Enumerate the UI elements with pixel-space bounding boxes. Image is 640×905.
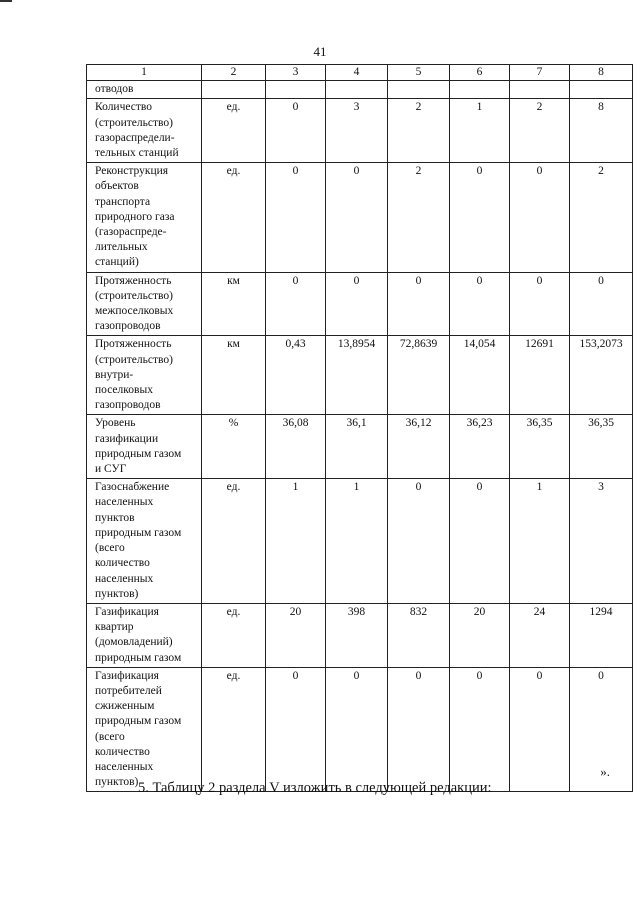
value-cell: 1 bbox=[326, 479, 388, 604]
indicator-name-line: населенных bbox=[95, 572, 154, 585]
indicator-name-line: Протяженность bbox=[95, 274, 172, 287]
indicator-name-line: количество bbox=[95, 557, 150, 570]
indicator-name-line: (газораспреде- bbox=[95, 226, 167, 239]
unit-cell: ед. bbox=[202, 163, 266, 272]
column-header-1: 1 bbox=[87, 65, 202, 81]
indicator-name-line: природного газа bbox=[95, 210, 175, 223]
indicator-name-line: природным газом bbox=[95, 651, 182, 664]
value-cell: 13,8954 bbox=[326, 336, 388, 415]
value-cell: 3 bbox=[326, 99, 388, 163]
value-cell: 0 bbox=[266, 272, 326, 336]
value-cell: 153,2073 bbox=[570, 336, 633, 415]
indicator-name-line: пунктов) bbox=[95, 587, 139, 600]
value-cell: 2 bbox=[388, 163, 450, 272]
indicator-name-line: (всего bbox=[95, 730, 125, 743]
value-cell: 3 bbox=[570, 479, 633, 604]
indicator-name-line: потребителей bbox=[95, 684, 162, 697]
value-cell: 8 bbox=[570, 99, 633, 163]
indicator-name-cell bbox=[87, 603, 202, 667]
indicator-name-line: (домовладений) bbox=[95, 636, 173, 649]
closing-quote-mark: ». bbox=[600, 764, 610, 779]
indicator-name-cell bbox=[87, 163, 202, 272]
indicator-name-cell bbox=[87, 81, 202, 99]
value-cell: 398 bbox=[326, 603, 388, 667]
value-cell: 0 bbox=[570, 667, 633, 792]
indicator-name-line: (всего bbox=[95, 542, 125, 555]
scan-edge-mark bbox=[0, 0, 12, 2]
unit-cell: ед. bbox=[202, 479, 266, 604]
indicator-name-cell bbox=[87, 336, 202, 415]
unit-cell: км bbox=[202, 272, 266, 336]
value-cell: 832 bbox=[388, 603, 450, 667]
value-cell: 0 bbox=[326, 272, 388, 336]
unit-cell: ед. bbox=[202, 667, 266, 792]
value-cell: 12691 bbox=[510, 336, 570, 415]
value-cell: 1 bbox=[266, 479, 326, 604]
value-cell: 72,8639 bbox=[388, 336, 450, 415]
value-cell: 0 bbox=[570, 272, 633, 336]
value-cell: 2 bbox=[510, 99, 570, 163]
indicator-name-line: квартир bbox=[95, 621, 134, 634]
indicator-name-line: природным газом bbox=[95, 526, 182, 539]
indicator-name-line: пунктов bbox=[95, 511, 135, 524]
value-cell: 1 bbox=[450, 99, 510, 163]
table-row bbox=[87, 479, 633, 604]
column-header-4: 4 bbox=[326, 65, 388, 81]
column-header-7: 7 bbox=[510, 65, 570, 81]
table-row bbox=[87, 336, 633, 415]
indicator-name-line: (строительство) bbox=[95, 353, 173, 366]
value-cell: 0 bbox=[388, 479, 450, 604]
indicator-name-line: Газоснабжение bbox=[95, 481, 170, 494]
indicator-name-cell bbox=[87, 415, 202, 479]
value-cell: 0 bbox=[266, 163, 326, 272]
value-cell: 0 bbox=[326, 667, 388, 792]
indicator-name-line: тельных станций bbox=[95, 147, 179, 160]
value-cell: 0,43 bbox=[266, 336, 326, 415]
indicator-name-line: Уровень bbox=[95, 417, 136, 430]
value-cell: 1294 bbox=[570, 603, 633, 667]
value-cell: 2 bbox=[570, 163, 633, 272]
indicator-name-line: населенных bbox=[95, 496, 154, 509]
value-cell bbox=[326, 81, 388, 99]
page-number: 41 bbox=[313, 44, 327, 59]
indicator-name-line: природным газом bbox=[95, 715, 182, 728]
indicator-name-cell bbox=[87, 272, 202, 336]
value-cell: 0 bbox=[450, 479, 510, 604]
indicator-name-line: Протяженность bbox=[95, 338, 172, 351]
table-row bbox=[87, 667, 633, 792]
value-cell: 36,35 bbox=[570, 415, 633, 479]
value-cell: 0 bbox=[266, 99, 326, 163]
value-cell: 36,12 bbox=[388, 415, 450, 479]
column-header-8: 8 bbox=[570, 65, 633, 81]
value-cell bbox=[388, 81, 450, 99]
indicator-name-line: объектов bbox=[95, 180, 139, 193]
header-row bbox=[87, 65, 633, 81]
column-header-5: 5 bbox=[388, 65, 450, 81]
indicator-name-line: газификации bbox=[95, 432, 159, 445]
indicator-name-cell bbox=[87, 99, 202, 163]
table-body bbox=[87, 81, 633, 792]
indicator-name-line: Газификация bbox=[95, 605, 159, 618]
indicator-name-line: транспорта bbox=[95, 195, 151, 208]
indicator-name-line: газопроводов bbox=[95, 320, 161, 333]
column-header-2: 2 bbox=[202, 65, 266, 81]
indicator-name-line: поселковых bbox=[95, 384, 153, 397]
value-cell: 0 bbox=[326, 163, 388, 272]
indicator-name-line: газораспредели- bbox=[95, 131, 175, 144]
indicator-name-line: внутри- bbox=[95, 368, 134, 381]
value-cell bbox=[510, 81, 570, 99]
indicator-name-line: (строительство) bbox=[95, 289, 173, 302]
unit-cell: ед. bbox=[202, 603, 266, 667]
value-cell: 0 bbox=[450, 272, 510, 336]
value-cell: 36,1 bbox=[326, 415, 388, 479]
value-cell: 36,35 bbox=[510, 415, 570, 479]
value-cell: 0 bbox=[450, 667, 510, 792]
table-row bbox=[87, 163, 633, 272]
unit-cell: % bbox=[202, 415, 266, 479]
indicator-name-line: (строительство) bbox=[95, 116, 173, 129]
indicator-name-line: станций) bbox=[95, 256, 139, 269]
value-cell: 20 bbox=[450, 603, 510, 667]
value-cell: 0 bbox=[510, 272, 570, 336]
value-cell: 0 bbox=[266, 667, 326, 792]
value-cell: 20 bbox=[266, 603, 326, 667]
table-row bbox=[87, 81, 633, 99]
indicator-name-line: лительных bbox=[95, 241, 148, 254]
instruction-text: 5. Таблицу 2 раздела V изложить в следующей редакции: bbox=[138, 780, 492, 796]
indicator-name-line: количество bbox=[95, 745, 150, 758]
unit-cell: км bbox=[202, 336, 266, 415]
indicator-name-cell bbox=[87, 667, 202, 792]
indicator-name-line: межпоселковых bbox=[95, 305, 174, 318]
indicator-name-line: газопроводов bbox=[95, 399, 161, 412]
indicator-name-line: населенных bbox=[95, 760, 154, 773]
value-cell: 1 bbox=[510, 479, 570, 604]
indicator-name-cell bbox=[87, 479, 202, 604]
indicator-name-line: и СУГ bbox=[95, 463, 127, 476]
value-cell: 0 bbox=[450, 163, 510, 272]
indicator-name-line: природным газом bbox=[95, 447, 182, 460]
column-header-6: 6 bbox=[450, 65, 510, 81]
unit-cell: ед. bbox=[202, 99, 266, 163]
indicator-name-line: Газификация bbox=[95, 669, 159, 682]
value-cell bbox=[570, 81, 633, 99]
table-row bbox=[87, 603, 633, 667]
value-cell: 0 bbox=[510, 667, 570, 792]
value-cell: 0 bbox=[388, 667, 450, 792]
indicator-name-line: сжиженным bbox=[95, 700, 155, 713]
value-cell: 36,08 bbox=[266, 415, 326, 479]
data-table bbox=[86, 64, 633, 792]
value-cell: 24 bbox=[510, 603, 570, 667]
value-cell: 2 bbox=[388, 99, 450, 163]
table-row bbox=[87, 272, 633, 336]
value-cell: 0 bbox=[388, 272, 450, 336]
table-row bbox=[87, 99, 633, 163]
unit-cell bbox=[202, 81, 266, 99]
indicator-name-line: пунктов) bbox=[95, 776, 139, 789]
indicator-name-line: Реконструкция bbox=[95, 165, 169, 178]
table-row bbox=[87, 415, 633, 479]
indicator-name-line: отводов bbox=[95, 83, 134, 96]
column-header-3: 3 bbox=[266, 65, 326, 81]
value-cell bbox=[266, 81, 326, 99]
value-cell: 0 bbox=[510, 163, 570, 272]
value-cell: 14,054 bbox=[450, 336, 510, 415]
value-cell bbox=[450, 81, 510, 99]
indicator-name-line: Количество bbox=[95, 101, 152, 114]
value-cell: 36,23 bbox=[450, 415, 510, 479]
